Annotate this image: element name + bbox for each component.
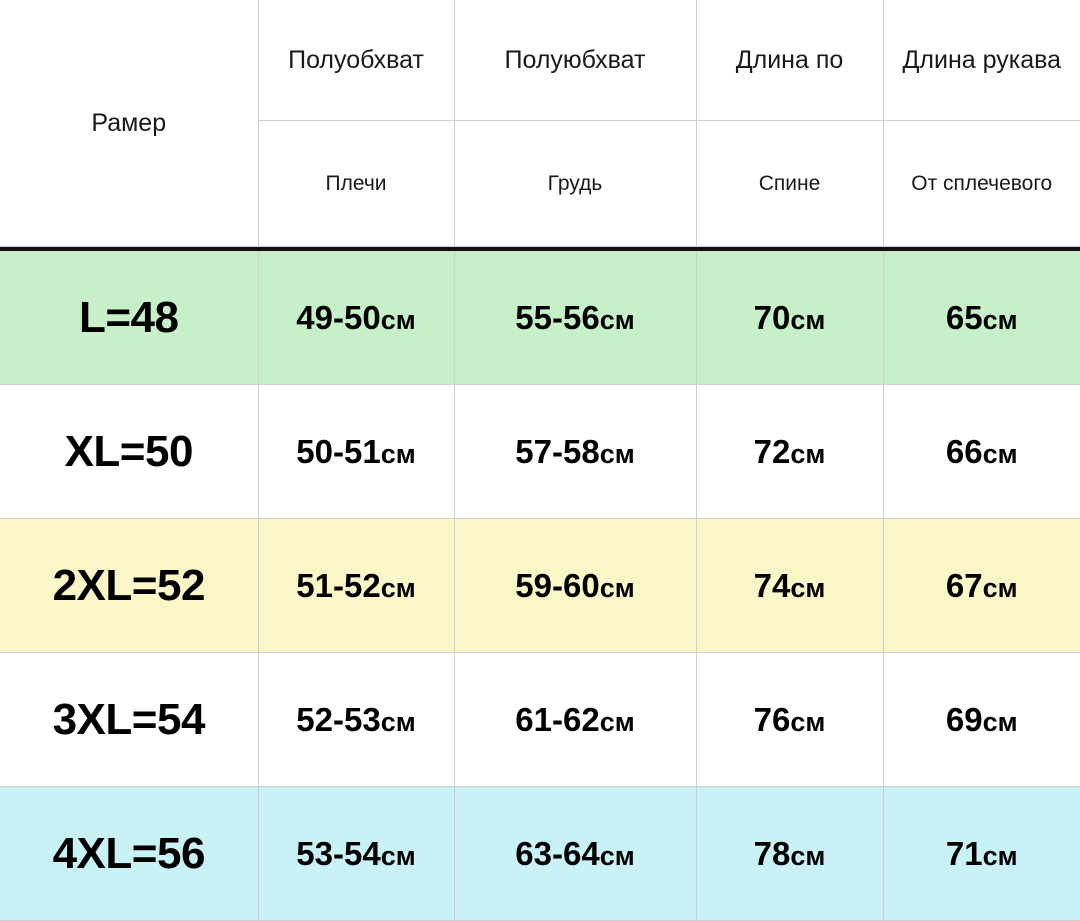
row-chest-value: 61-62 (515, 700, 600, 738)
row-back-value: 72 (753, 432, 791, 470)
row-shoulders (258, 385, 454, 519)
row-sleeve-unit: см (982, 438, 1018, 469)
row-back-unit: см (790, 572, 826, 603)
row-shoulders-value: 51-52 (296, 566, 381, 604)
row-chest-unit: см (599, 840, 635, 871)
row-back-value: 78 (753, 834, 791, 872)
header-back-sub: Спине (696, 121, 883, 247)
row-size: 2XL=52 (0, 519, 258, 653)
row-back-unit: см (790, 706, 826, 737)
row-chest-unit: см (599, 572, 635, 603)
row-shoulders-value: 53-54 (296, 834, 381, 872)
row-sleeve-value: 67 (945, 566, 983, 604)
row-chest (454, 249, 696, 385)
row-shoulders-unit: см (380, 438, 416, 469)
table-row (0, 385, 1080, 519)
header-shoulders-top: Полуобхват (258, 0, 454, 121)
row-sleeve (883, 787, 1080, 921)
row-back-unit: см (790, 840, 826, 871)
row-shoulders-value: 52-53 (296, 700, 381, 738)
row-size: L=48 (0, 249, 258, 385)
row-back-unit: см (790, 438, 826, 469)
table-row (0, 249, 1080, 385)
row-chest-unit: см (599, 304, 635, 335)
row-sleeve-value: 71 (945, 834, 983, 872)
row-chest (454, 653, 696, 787)
row-sleeve-unit: см (982, 304, 1018, 335)
row-size: XL=50 (0, 385, 258, 519)
header-chest-top: Полуюбхват (454, 0, 696, 121)
row-sleeve-value: 65 (945, 298, 983, 336)
row-chest (454, 519, 696, 653)
row-sleeve-value: 69 (945, 700, 983, 738)
header-size-label: Рамер (0, 0, 258, 247)
header-chest-sub: Грудь (454, 121, 696, 247)
row-sleeve (883, 519, 1080, 653)
row-sleeve-unit: см (982, 706, 1018, 737)
row-chest-value: 57-58 (515, 432, 600, 470)
row-back-value: 76 (753, 700, 791, 738)
row-sleeve (883, 385, 1080, 519)
header-shoulders-sub: Плечи (258, 121, 454, 247)
row-sleeve-unit: см (982, 572, 1018, 603)
row-shoulders-unit: см (380, 304, 416, 335)
row-shoulders (258, 653, 454, 787)
row-shoulders (258, 519, 454, 653)
row-shoulders-unit: см (380, 706, 416, 737)
table-header-top-row (0, 0, 1080, 121)
row-back-value: 74 (753, 566, 791, 604)
row-shoulders-unit: см (380, 572, 416, 603)
row-shoulders-unit: см (380, 840, 416, 871)
row-sleeve-unit: см (982, 840, 1018, 871)
row-sleeve (883, 653, 1080, 787)
row-chest-value: 63-64 (515, 834, 600, 872)
row-chest-unit: см (599, 438, 635, 469)
header-sleeve-top: Длина рукава (883, 0, 1080, 121)
row-size: 3XL=54 (0, 653, 258, 787)
row-chest-unit: см (599, 706, 635, 737)
row-back-unit: см (790, 304, 826, 335)
table-row (0, 787, 1080, 921)
row-back-value: 70 (753, 298, 791, 336)
row-back (696, 519, 883, 653)
header-sleeve-sub: От сплечевого (883, 121, 1080, 247)
row-back (696, 249, 883, 385)
row-sleeve (883, 249, 1080, 385)
row-back (696, 787, 883, 921)
row-shoulders-value: 49-50 (296, 298, 381, 336)
row-chest-value: 59-60 (515, 566, 600, 604)
row-chest (454, 385, 696, 519)
table-row (0, 653, 1080, 787)
table-row (0, 519, 1080, 653)
row-chest (454, 787, 696, 921)
row-shoulders (258, 787, 454, 921)
row-sleeve-value: 66 (945, 432, 983, 470)
row-shoulders (258, 249, 454, 385)
row-size: 4XL=56 (0, 787, 258, 921)
row-chest-value: 55-56 (515, 298, 600, 336)
header-back-top: Длина по (696, 0, 883, 121)
row-back (696, 385, 883, 519)
row-shoulders-value: 50-51 (296, 432, 381, 470)
row-back (696, 653, 883, 787)
